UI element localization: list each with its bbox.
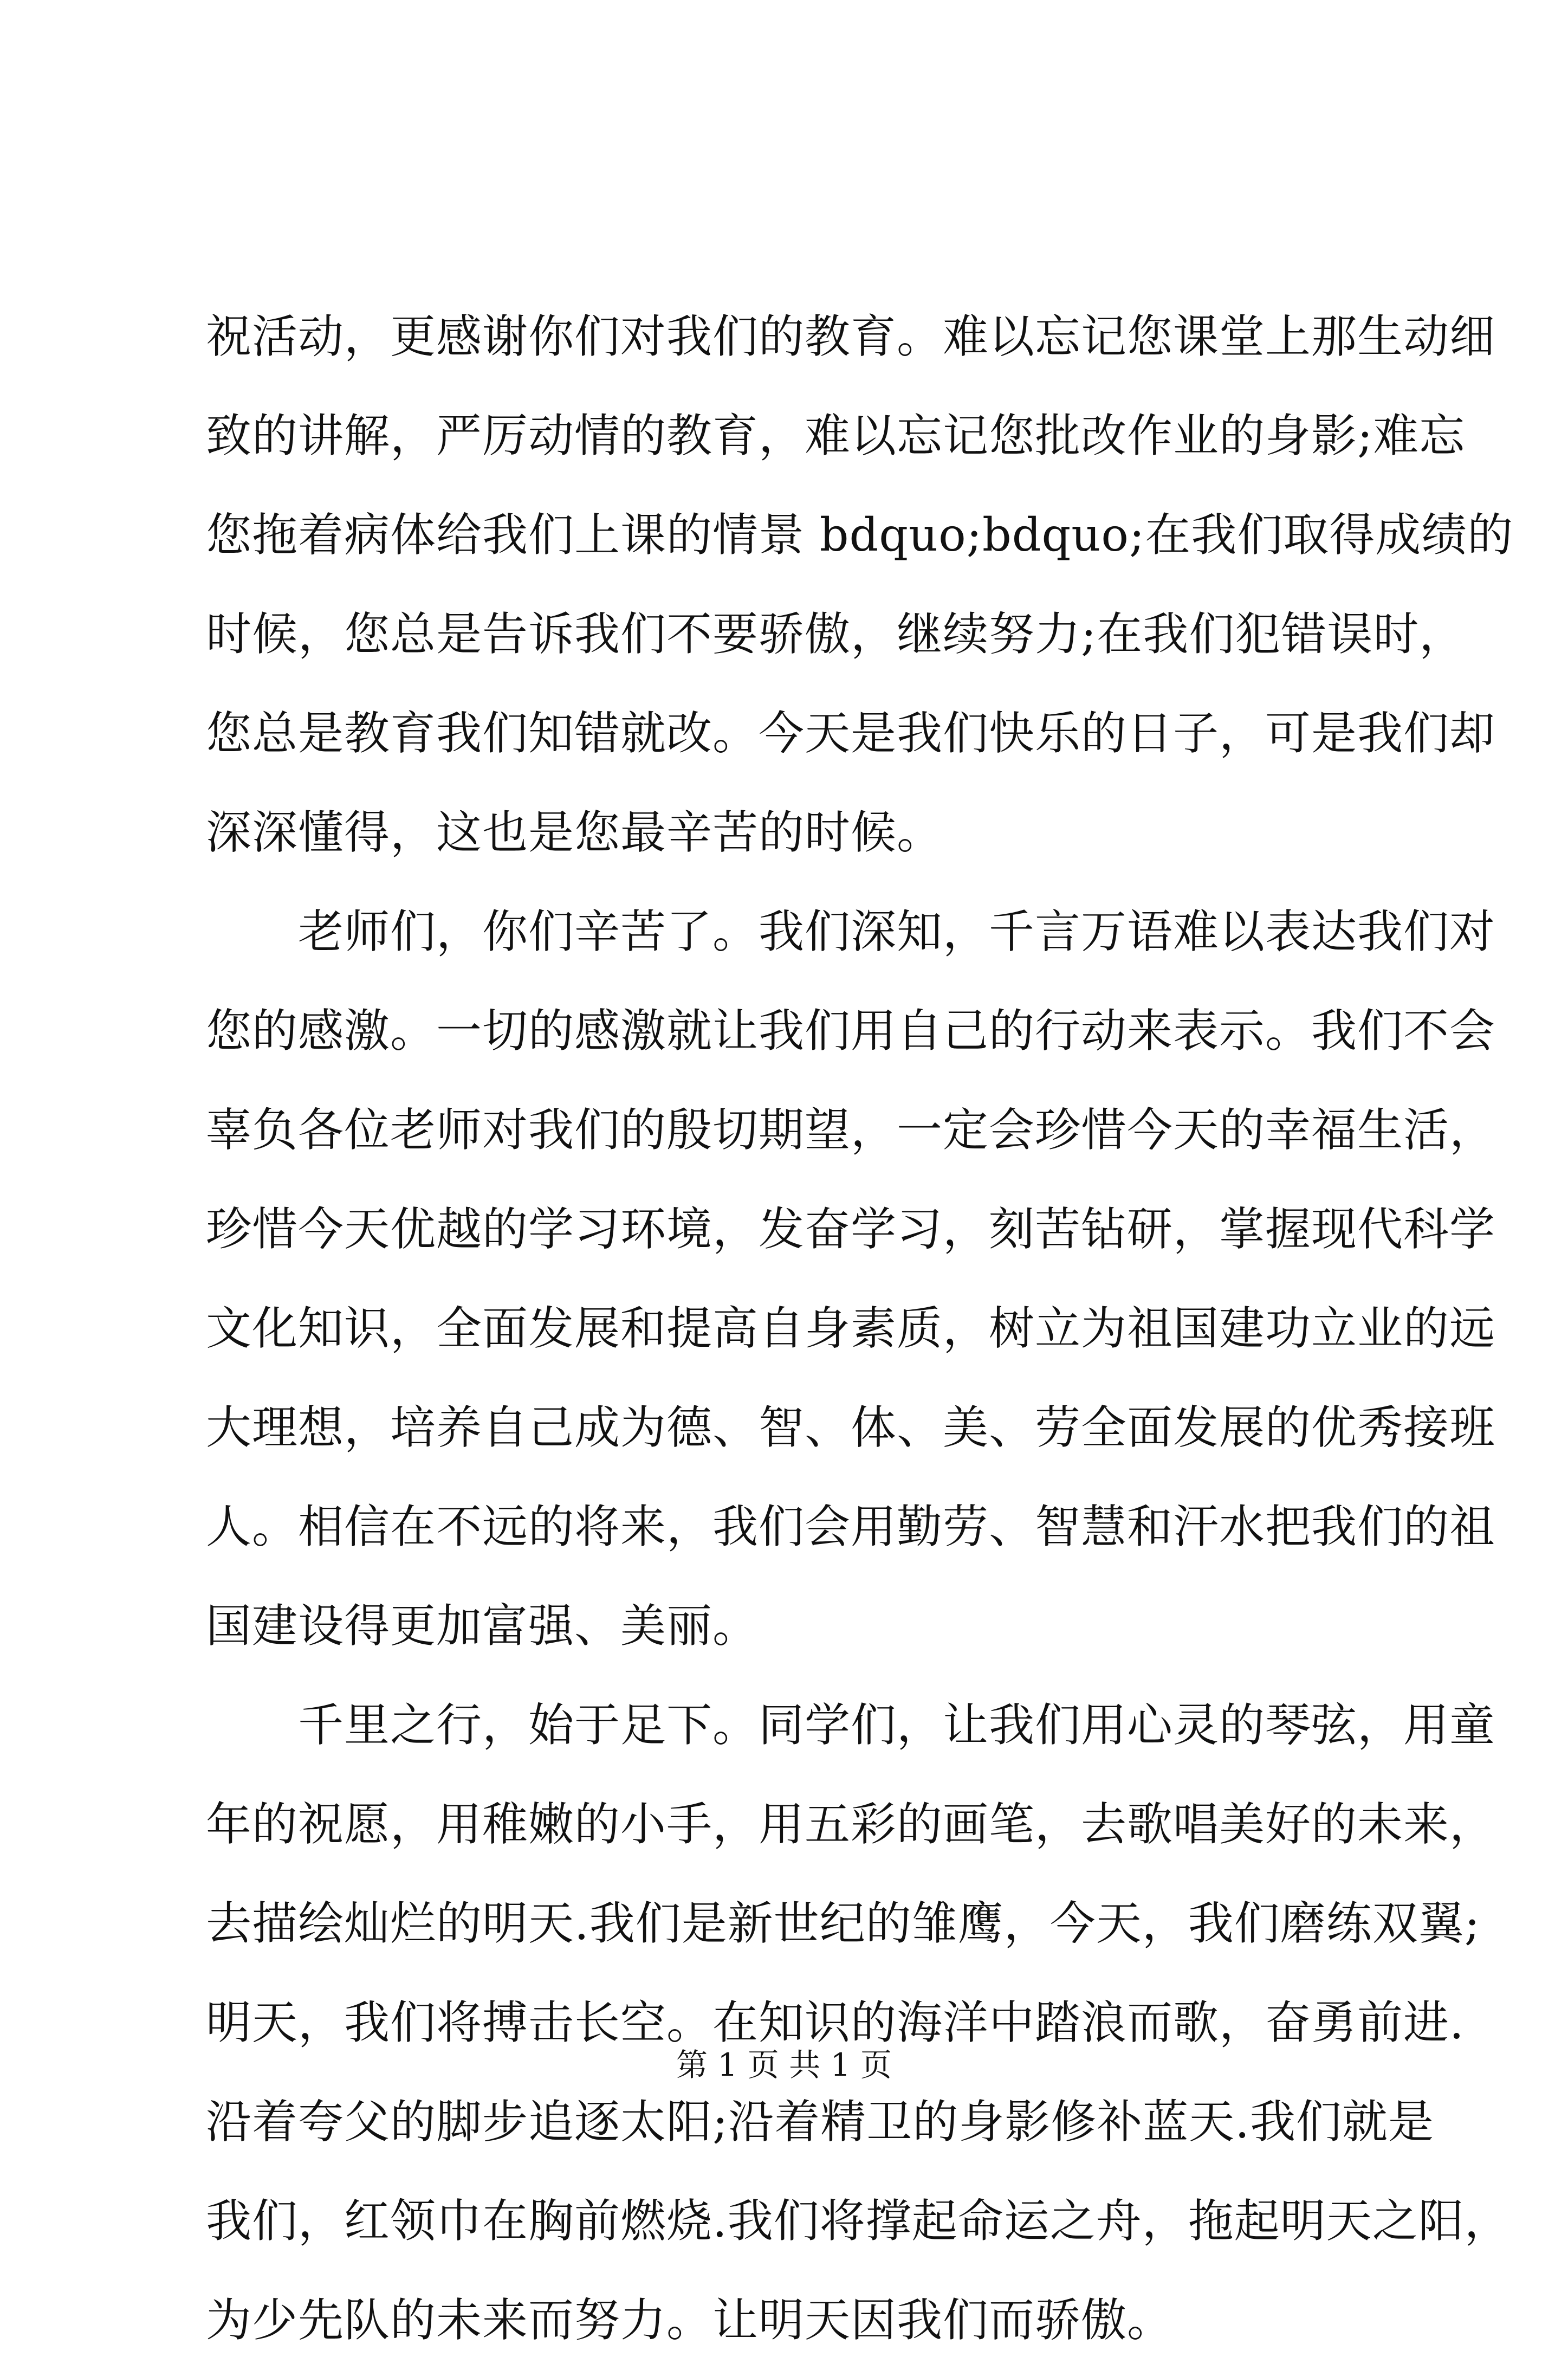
paragraph	[206, 1676, 1511, 2370]
text-line: 千里之行，始于足下。同学们，让我们用心灵的琴弦，用童	[298, 1699, 1496, 1752]
paragraph	[206, 882, 1496, 1676]
text-line: 国建设得更加富强、美丽。	[206, 1599, 759, 1652]
text-line: 明天，我们将搏击长空。在知识的海洋中踏浪而歌，奋勇前进.	[206, 1996, 1465, 2049]
text-line: 人。相信在不远的将来，我们会用勤劳、智慧和汗水把我们的祖	[206, 1500, 1496, 1553]
text-line: 深深懂得，这也是您最辛苦的时候。	[206, 806, 943, 859]
page-footer	[0, 2046, 1568, 2084]
text-line: 年的祝愿，用稚嫩的小手，用五彩的画笔，去歌唱美好的未来，	[206, 1798, 1496, 1851]
text-line: 珍惜今天优越的学习环境，发奋学习，刻苦钻研，掌握现代科学	[206, 1203, 1496, 1256]
text-line: 我们，红领巾在胸前燃烧.我们将撑起命运之舟，拖起明天之阳，	[206, 2194, 1511, 2248]
text-line: 您拖着病体给我们上课的情景 bdquo;bdquo;在我们取得成绩的	[206, 508, 1514, 561]
text-line: 辜负各位老师对我们的殷切期望，一定会珍惜今天的幸福生活，	[206, 1103, 1496, 1157]
text-line: 为少先队的未来而努力。让明天因我们而骄傲。	[206, 2294, 1174, 2347]
text-line: 大理想，培养自己成为德、智、体、美、劳全面发展的优秀接班	[206, 1401, 1496, 1454]
text-line: 沿着夸父的脚步追逐太阳;沿着精卫的身影修补蓝天.我们就是	[206, 2095, 1435, 2148]
paragraph	[206, 287, 1514, 882]
text-line: 您总是教育我们知错就改。今天是我们快乐的日子，可是我们却	[206, 707, 1496, 760]
text-line: 老师们，你们辛苦了。我们深知，千言万语难以表达我们对	[298, 905, 1496, 958]
text-line: 致的讲解，严厉动情的教育，难以忘记您批改作业的身影;难忘	[206, 409, 1466, 462]
text-line: 文化知识，全面发展和提高自身素质，树立为祖国建功立业的远	[206, 1302, 1496, 1355]
text-line: 去描绘灿烂的明天.我们是新世纪的雏鹰，今天，我们磨练双翼;	[206, 1897, 1481, 1950]
text-line: 祝活动，更感谢你们对我们的教育。难以忘记您课堂上那生动细	[206, 310, 1496, 363]
page-number-label: 第 1 页 共 1 页	[676, 2046, 892, 2083]
text-line: 时候，您总是告诉我们不要骄傲，继续努力;在我们犯错误时，	[206, 608, 1466, 661]
text-line: 您的感激。一切的感激就让我们用自己的行动来表示。我们不会	[206, 1004, 1496, 1057]
